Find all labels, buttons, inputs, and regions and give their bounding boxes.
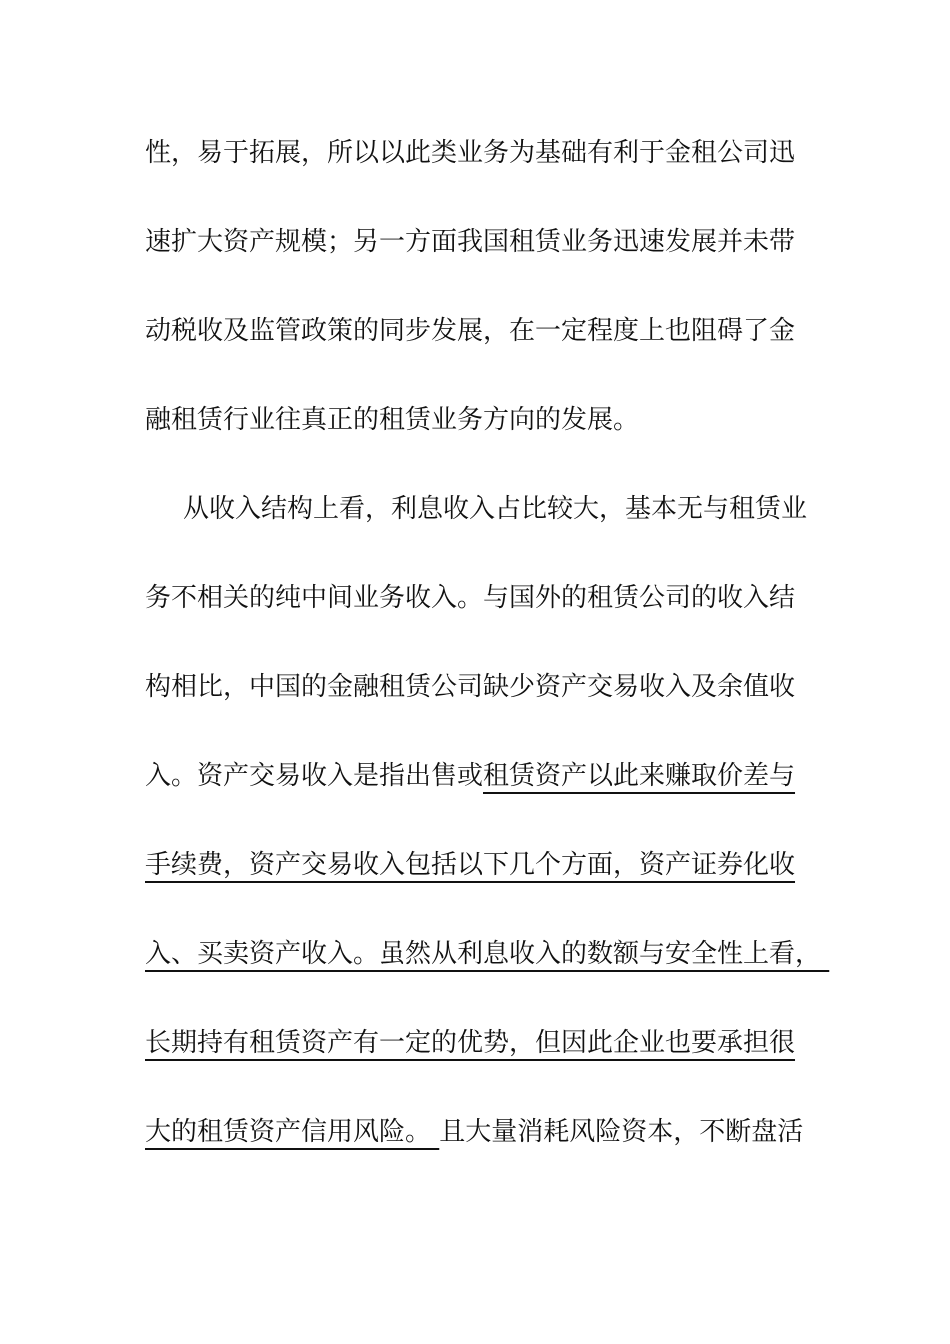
paragraph-start-line bbox=[145, 487, 845, 576]
text-run: 融租赁行业往真正的租赁业务方向的发展。 bbox=[145, 405, 640, 435]
text-run: 性，易于拓展，所以以此类业务为基础有利于金租公司迅 bbox=[145, 138, 796, 168]
text-line bbox=[145, 665, 845, 754]
underlined-text-run: 大的租赁资产信用风险。 bbox=[145, 1117, 440, 1147]
document-body bbox=[145, 131, 845, 1199]
underlined-text-run: 入、买卖资产收入。虽然从利息收入的数额与安全性上看， bbox=[145, 939, 830, 969]
underlined-text-run: 租赁资产以此来赚取价差与 bbox=[483, 761, 796, 791]
text-line bbox=[145, 843, 845, 932]
text-run: 从收入结构上看，利息收入占比较大，基本无与租赁业 bbox=[183, 494, 808, 524]
text-run: 动税收及监管政策的同步发展，在一定程度上也阻碍了金 bbox=[145, 316, 796, 346]
text-line bbox=[145, 1110, 845, 1199]
text-run: 且大量消耗风险资本，不断盘活 bbox=[439, 1117, 804, 1147]
text-line bbox=[145, 754, 845, 843]
text-line bbox=[145, 220, 845, 309]
text-line bbox=[145, 932, 845, 1021]
text-run: 入。资产交易收入是指出售或 bbox=[145, 761, 484, 791]
text-run: 构相比，中国的金融租赁公司缺少资产交易收入及余值收 bbox=[145, 672, 796, 702]
text-line bbox=[145, 398, 845, 487]
text-run: 速扩大资产规模；另一方面我国租赁业务迅速发展并未带 bbox=[145, 227, 796, 257]
text-line bbox=[145, 1021, 845, 1110]
underlined-text-run: 长期持有租赁资产有一定的优势，但因此企业也要承担很 bbox=[145, 1028, 796, 1058]
text-line bbox=[145, 309, 845, 398]
text-line bbox=[145, 576, 845, 665]
text-run: 务不相关的纯中间业务收入。与国外的租赁公司的收入结 bbox=[145, 583, 796, 613]
underlined-text-run: 手续费，资产交易收入包括以下几个方面，资产证券化收 bbox=[145, 850, 796, 880]
text-line bbox=[145, 131, 845, 220]
